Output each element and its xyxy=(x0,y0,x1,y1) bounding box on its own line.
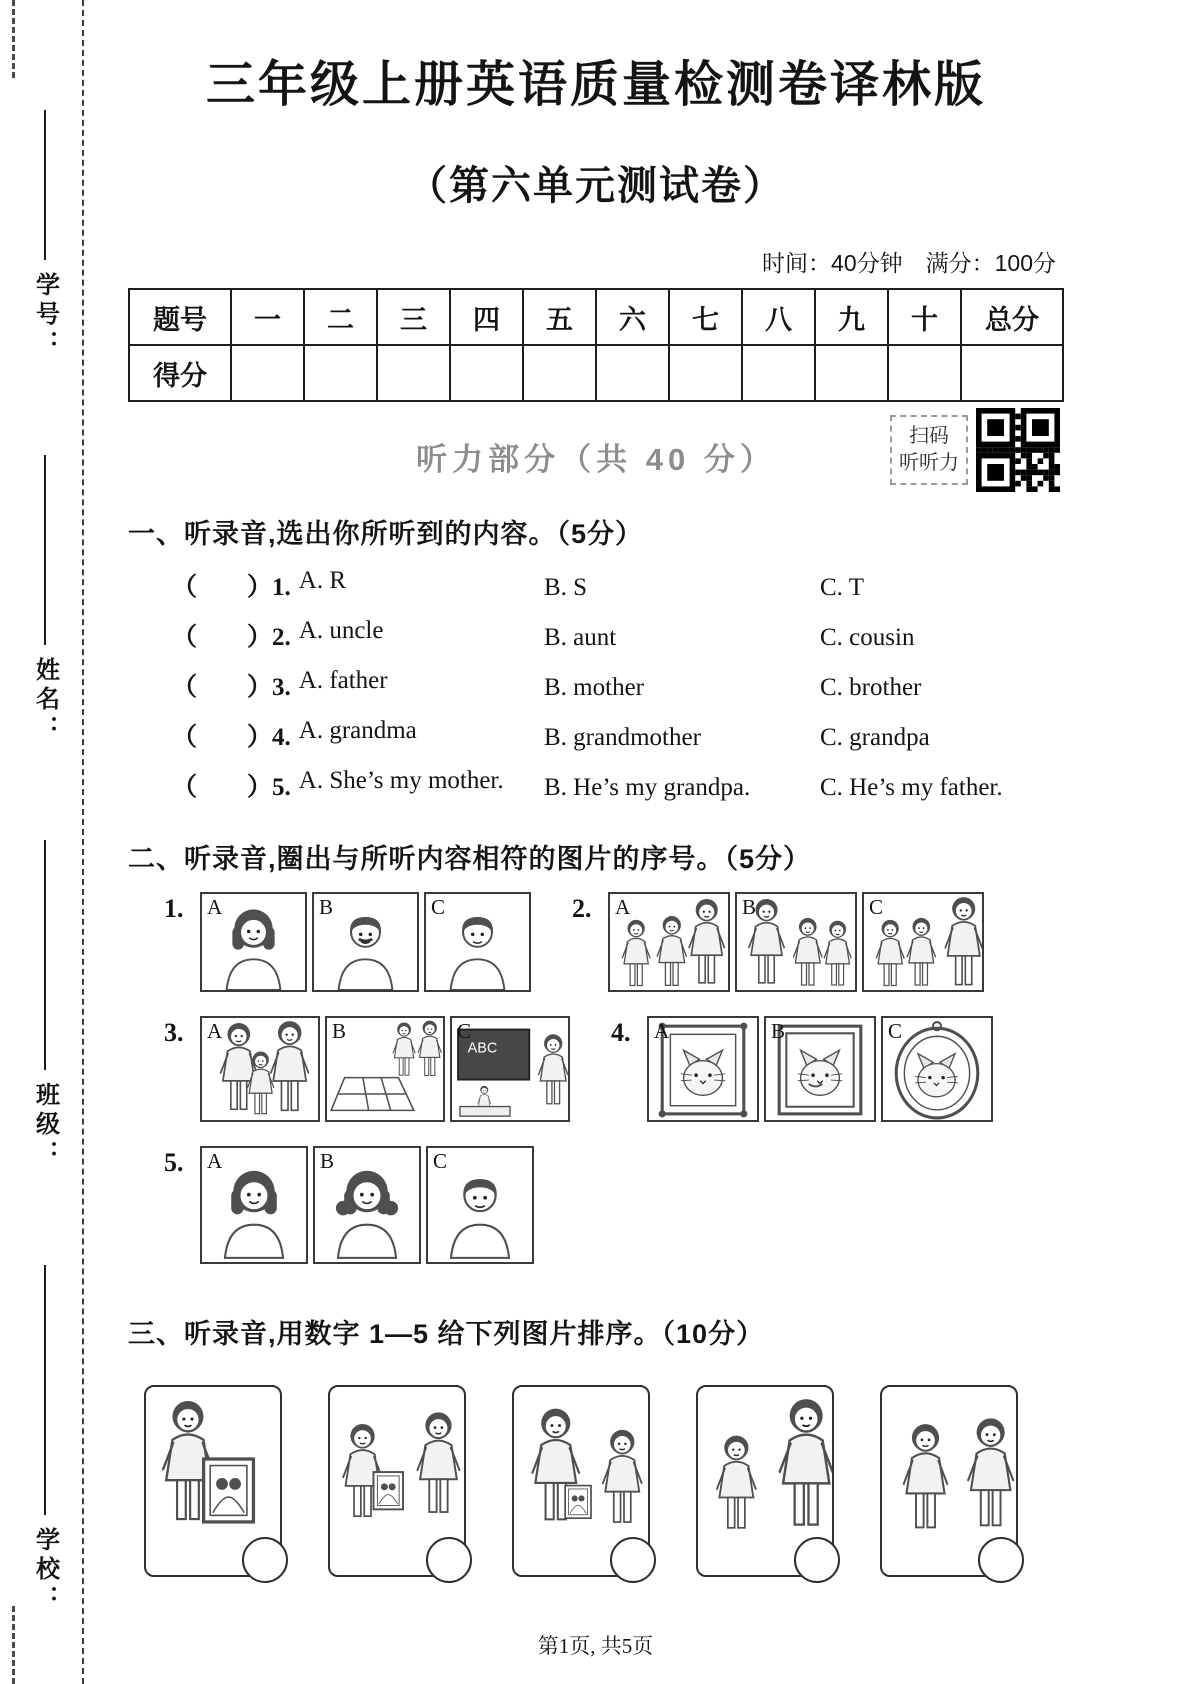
answer-bracket: （ ）4. xyxy=(172,724,291,751)
pic-4c-cat-portrait xyxy=(881,1016,993,1122)
score-cell-empty xyxy=(742,345,815,401)
answer-bracket: （ ）3. xyxy=(172,674,291,701)
qr-code xyxy=(976,408,1060,492)
option-a: A. R xyxy=(298,567,346,594)
listening-heading: 听力部分（共 40 分） xyxy=(416,442,776,477)
page-title: 三年级上册英语质量检测卷译林版 xyxy=(205,58,986,112)
option-a: A. grandma xyxy=(298,717,417,744)
question-row xyxy=(172,567,1064,617)
answer-bracket: （ ）1. xyxy=(172,574,291,601)
question-2-2 xyxy=(572,892,989,992)
question-2-1 xyxy=(164,892,536,992)
question-row xyxy=(172,667,1064,717)
score-col-total: 总分 xyxy=(961,289,1063,345)
option-c: C. cousin xyxy=(820,624,915,651)
pic-3a-family xyxy=(200,1016,320,1122)
cut-mark-top xyxy=(12,0,15,78)
score-col-4: 四 xyxy=(450,289,523,345)
score-table xyxy=(128,288,1064,402)
order-picture-1 xyxy=(144,1385,282,1577)
question-2-5 xyxy=(164,1146,539,1264)
pic-4a-cat-portrait xyxy=(647,1016,759,1122)
section2-row-3 xyxy=(164,1146,1064,1264)
paper-content xyxy=(128,0,1064,1577)
score-table-label-timu: 题号 xyxy=(129,289,231,345)
option-b: B. grandmother xyxy=(544,724,701,751)
pic-2a-group xyxy=(608,892,730,992)
class-label: 班级： xyxy=(31,1082,59,1169)
pic-5a-mother xyxy=(200,1146,308,1264)
option-b: B. aunt xyxy=(544,624,617,651)
question-row xyxy=(172,717,1064,767)
score-table-score-row xyxy=(129,345,1063,401)
page-subtitle: （第六单元测试卷） xyxy=(407,164,785,208)
question-number: 2. xyxy=(572,894,592,923)
pic-1c-father xyxy=(424,892,531,992)
class-write-line xyxy=(44,840,46,1070)
student-id-label: 学号： xyxy=(31,272,59,359)
answer-circle xyxy=(978,1537,1024,1583)
option-c: C. grandpa xyxy=(820,724,930,751)
score-cell-empty xyxy=(377,345,450,401)
order-picture-5 xyxy=(880,1385,1018,1577)
pic-3b-hopscotch xyxy=(325,1016,445,1122)
answer-bracket: （ ）5. xyxy=(172,774,291,801)
score-cell-empty xyxy=(450,345,523,401)
option-letter: C xyxy=(431,895,446,919)
score-col-9: 九 xyxy=(815,289,888,345)
score-col-6: 六 xyxy=(596,289,669,345)
score-col-2: 二 xyxy=(304,289,377,345)
option-letter: C xyxy=(869,895,884,919)
option-b: B. S xyxy=(544,574,588,601)
answer-circle xyxy=(426,1537,472,1583)
score-col-1: 一 xyxy=(231,289,304,345)
score-cell-empty xyxy=(669,345,742,401)
score-cell-empty xyxy=(888,345,961,401)
section1-title: 一、听录音,选出你所听到的内容。（5分） xyxy=(128,519,644,549)
school-field xyxy=(28,1265,63,1614)
option-letter: B xyxy=(771,1019,786,1043)
pic-2c-group xyxy=(862,892,984,992)
option-letter: C xyxy=(888,1019,903,1043)
option-letter: A xyxy=(207,1149,223,1173)
pic-5b-girl xyxy=(313,1146,421,1264)
option-letter: B xyxy=(320,1149,335,1173)
order-picture-3 xyxy=(512,1385,650,1577)
pic-4b-cat-portrait xyxy=(764,1016,876,1122)
option-b: B. He’s my grandpa. xyxy=(544,774,751,801)
option-c: C. T xyxy=(820,574,864,601)
section3-pictures xyxy=(144,1385,1064,1577)
score-cell-empty xyxy=(961,345,1063,401)
option-b: B. mother xyxy=(544,674,644,701)
option-c: C. He’s my father. xyxy=(820,774,1003,801)
score-cell-empty xyxy=(304,345,377,401)
page-number: 第1页, 共5页 xyxy=(537,1634,654,1658)
binding-margin xyxy=(16,110,74,1614)
section3-title: 三、听录音,用数字 1—5 给下列图片排序。（10分） xyxy=(128,1319,765,1349)
question-2-4 xyxy=(611,1016,998,1122)
pic-2b-group xyxy=(735,892,857,992)
order-picture-2 xyxy=(328,1385,466,1577)
option-a: A. uncle xyxy=(298,617,384,644)
option-letter: A xyxy=(654,1019,670,1043)
option-letter: A xyxy=(207,895,223,919)
score-table-label-defen: 得分 xyxy=(129,345,231,401)
student-name-write-line xyxy=(44,455,46,645)
pic-1a-grandma xyxy=(200,892,307,992)
score-cell-empty xyxy=(523,345,596,401)
section2-row-1 xyxy=(164,892,1064,992)
option-letter: B xyxy=(332,1019,347,1043)
question-number: 1. xyxy=(164,894,184,923)
question-2-3 xyxy=(164,1016,575,1122)
qr-caption-line2: 听听力 xyxy=(899,452,959,474)
qr-caption-line1: 扫码 xyxy=(909,425,949,447)
score-cell-empty xyxy=(231,345,304,401)
question-row xyxy=(172,767,1064,817)
school-label: 学校： xyxy=(31,1527,59,1614)
question-number: 5. xyxy=(164,1148,184,1177)
order-picture-4 xyxy=(696,1385,834,1577)
seal-dashed-line xyxy=(82,0,84,1684)
student-name-field xyxy=(28,455,63,744)
section2-row-2 xyxy=(164,1016,1064,1122)
option-a: A. father xyxy=(298,667,388,694)
student-id-write-line xyxy=(44,110,46,260)
pic-5c-father xyxy=(426,1146,534,1264)
score-cell-empty xyxy=(815,345,888,401)
question-row xyxy=(172,617,1064,667)
answer-circle xyxy=(610,1537,656,1583)
section1-items xyxy=(172,567,1064,817)
option-letter: B xyxy=(319,895,334,919)
score-col-8: 八 xyxy=(742,289,815,345)
pic-3c-classroom xyxy=(450,1016,570,1122)
option-a: A. She’s my mother. xyxy=(298,767,504,794)
answer-bracket: （ ）2. xyxy=(172,624,291,651)
answer-circle xyxy=(242,1537,288,1583)
option-letter: B xyxy=(742,895,757,919)
question-number: 3. xyxy=(164,1018,184,1047)
class-field xyxy=(28,840,63,1169)
score-table-header-row xyxy=(129,289,1063,345)
option-letter: A xyxy=(615,895,631,919)
school-write-line xyxy=(44,1265,46,1515)
exam-time-score-info: 时间：40分钟 满分：100分 xyxy=(762,250,1056,276)
section2-title: 二、听录音,圈出与所听内容相符的图片的序号。（5分） xyxy=(128,844,812,874)
student-name-label: 姓名： xyxy=(31,657,59,744)
svg-text:ABC: ABC xyxy=(467,1040,498,1057)
question-number: 4. xyxy=(611,1018,631,1047)
qr-caption xyxy=(890,415,968,485)
pic-1b-grandpa xyxy=(312,892,419,992)
listening-section-header xyxy=(128,408,1064,496)
option-letter: C xyxy=(433,1149,448,1173)
score-col-3: 三 xyxy=(377,289,450,345)
score-col-5: 五 xyxy=(523,289,596,345)
option-letter: C xyxy=(457,1019,472,1043)
score-col-7: 七 xyxy=(669,289,742,345)
score-cell-empty xyxy=(596,345,669,401)
answer-circle xyxy=(794,1537,840,1583)
qr-block xyxy=(890,408,1060,492)
option-letter: A xyxy=(207,1019,223,1043)
score-col-10: 十 xyxy=(888,289,961,345)
option-c: C. brother xyxy=(820,674,922,701)
student-id-field xyxy=(28,110,63,359)
